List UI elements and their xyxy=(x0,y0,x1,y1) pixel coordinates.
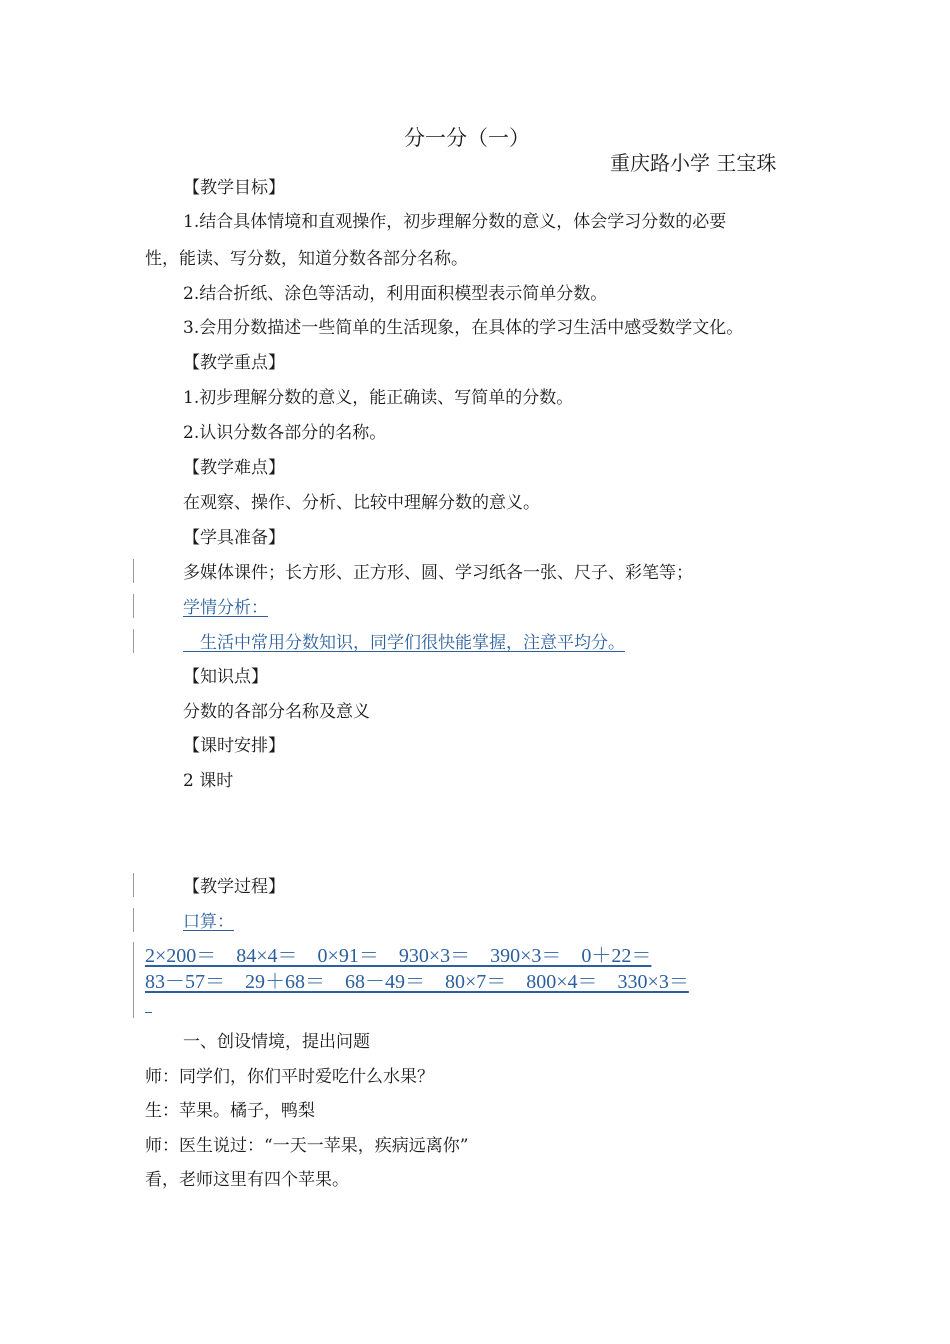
difficulties-heading: 【教学难点】 xyxy=(183,458,285,478)
difficulties-text: 在观察、操作、分析、比较中理解分数的意义。 xyxy=(183,493,540,513)
author-line: 重庆路小学 王宝珠 xyxy=(610,151,777,175)
process-heading: 【教学过程】 xyxy=(183,877,285,897)
insertion-mark xyxy=(145,1012,152,1013)
revision-bar xyxy=(133,942,134,1018)
dialogue-line: 看，老师这里有四个苹果。 xyxy=(145,1170,349,1190)
schedule-heading: 【课时安排】 xyxy=(183,736,285,756)
calc-line-1: 2×200＝ 84×4＝ 0×91＝ 930×3＝ 390×3＝ 0＋22＝ xyxy=(145,945,652,967)
materials-text: 多媒体课件；长方形、正方形、圆、学习纸各一张、尺子、彩笔等； xyxy=(183,563,693,583)
objective-item-3: 3.会用分数描述一些简单的生活现象，在具体的学习生活中感受数学文化。 xyxy=(183,318,744,338)
dialogue-line: 生：苹果。橘子，鸭梨 xyxy=(145,1101,315,1121)
oral-calc-label: 口算： xyxy=(183,912,234,932)
dialogue-line: 师：医生说过：“一天一苹果，疾病远离你” xyxy=(145,1136,469,1156)
document-title: 分一分（一） xyxy=(404,126,530,150)
objective-item-2: 2.结合折纸、涂色等活动，利用面积模型表示简单分数。 xyxy=(183,284,608,304)
analysis-heading: 学情分析： xyxy=(183,598,268,618)
objectives-heading: 【教学目标】 xyxy=(183,178,285,198)
calc-line-2: 83－57＝ 29＋68＝ 68－49＝ 80×7＝ 800×4＝ 330×3＝ xyxy=(145,971,689,993)
revision-bar xyxy=(133,873,134,897)
key-points-heading: 【教学重点】 xyxy=(183,353,285,373)
key-point-2: 2.认识分数各部分的名称。 xyxy=(183,423,387,443)
section-heading-1: 一、创设情境，提出问题 xyxy=(183,1032,370,1052)
objective-item-1: 1.结合具体情境和直观操作，初步理解分数的意义，体会学习分数的必要 xyxy=(183,212,727,232)
knowledge-text: 分数的各部分名称及意义 xyxy=(183,702,370,722)
analysis-text: 生活中常用分数知识，同学们很快能掌握，注意平均分。 xyxy=(183,633,625,653)
schedule-text: 2 课时 xyxy=(183,771,234,791)
revision-bar xyxy=(133,594,134,618)
objective-item-1-cont: 性，能读、写分数，知道分数各部分名称。 xyxy=(145,249,468,269)
knowledge-heading: 【知识点】 xyxy=(183,667,268,687)
materials-heading: 【学具准备】 xyxy=(183,528,285,548)
key-point-1: 1.初步理解分数的意义，能正确读、写简单的分数。 xyxy=(183,388,574,408)
revision-bar xyxy=(133,629,134,653)
dialogue-line: 师：同学们，你们平时爱吃什么水果？ xyxy=(145,1067,434,1087)
revision-bar xyxy=(133,908,134,932)
revision-bar xyxy=(133,559,134,583)
